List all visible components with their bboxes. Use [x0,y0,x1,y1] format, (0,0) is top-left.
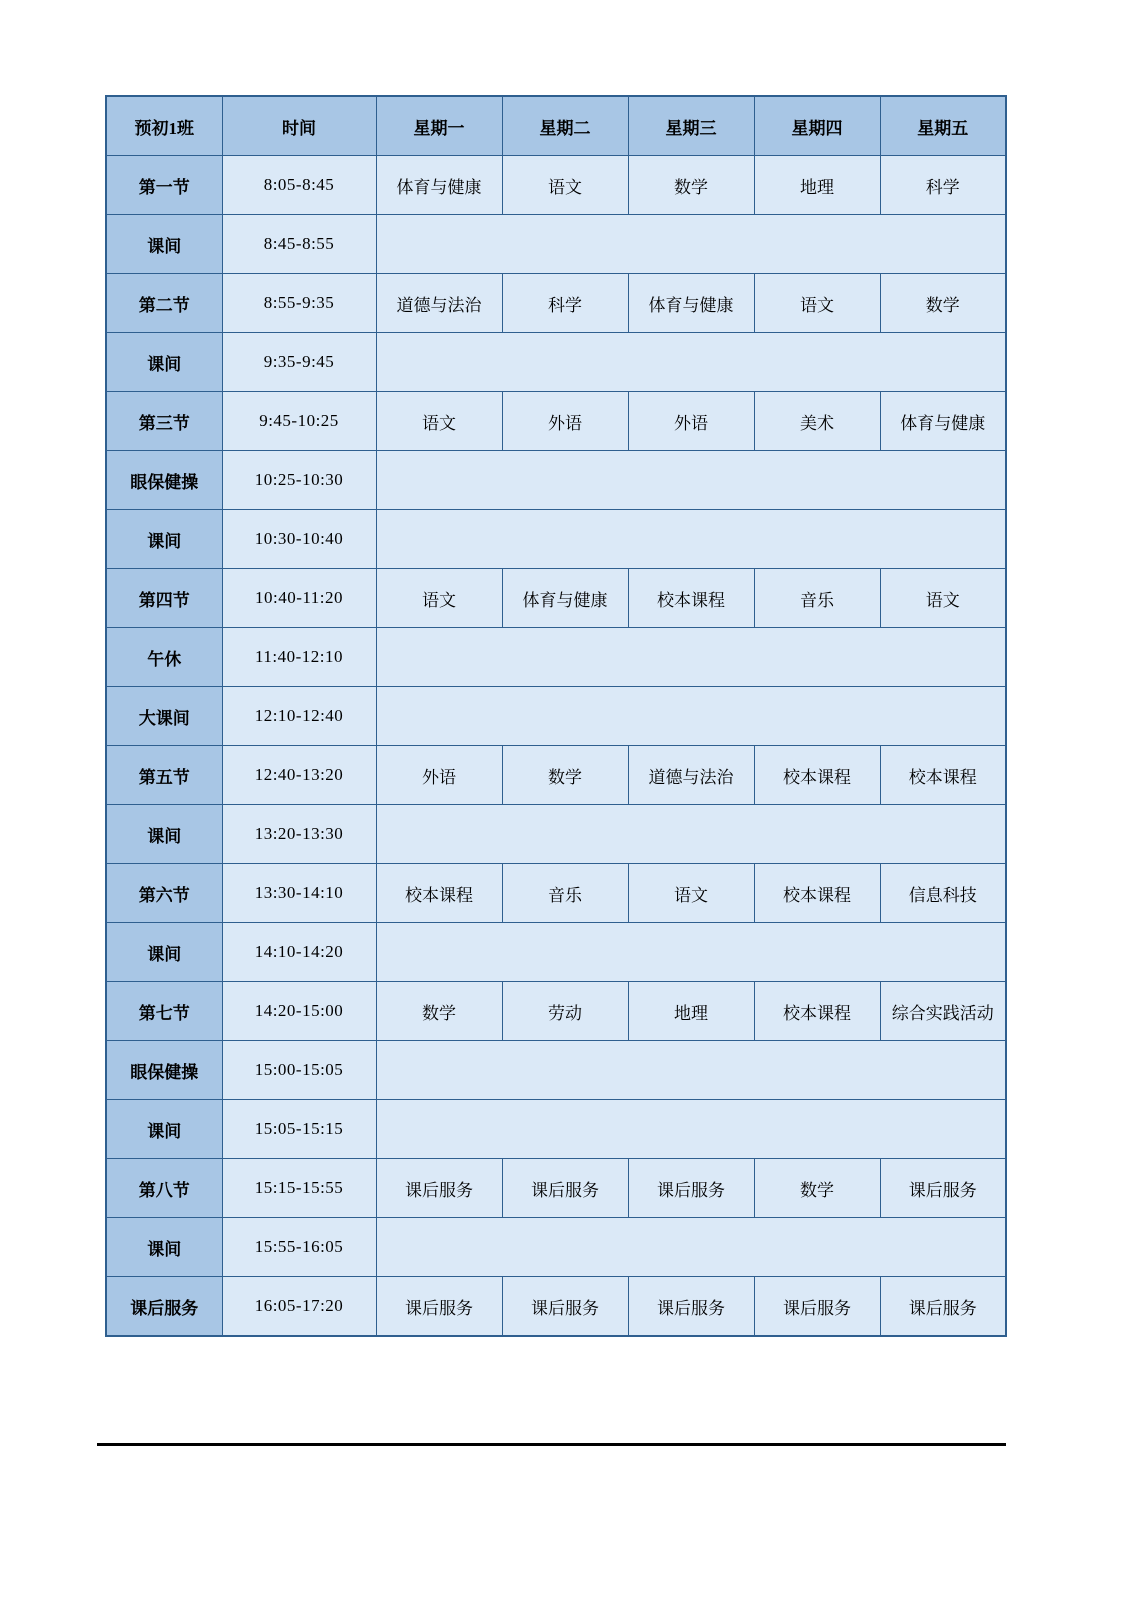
period-label-cell: 课间 [106,333,222,392]
table-row [106,215,1006,274]
subject-cell: 语文 [628,864,754,923]
period-label-cell: 第五节 [106,746,222,805]
period-time-cell: 12:40-13:20 [222,746,376,805]
period-time-cell: 8:55-9:35 [222,274,376,333]
table-row [106,982,1006,1041]
table-row [106,451,1006,510]
table-row [106,1100,1006,1159]
subject-cell: 语文 [376,569,502,628]
table-header-cell: 时间 [222,96,376,156]
table-header-cell: 预初1班 [106,96,222,156]
period-label-cell: 课间 [106,215,222,274]
subject-cell: 科学 [502,274,628,333]
subject-cell: 课后服务 [376,1159,502,1218]
table-row [106,1218,1006,1277]
period-label-cell: 第三节 [106,392,222,451]
schedule-table-container [105,95,1005,1337]
period-time-cell: 15:15-15:55 [222,1159,376,1218]
table-row [106,333,1006,392]
table-row [106,1159,1006,1218]
empty-span-cell [376,1100,1006,1159]
subject-cell: 音乐 [502,864,628,923]
empty-span-cell [376,687,1006,746]
table-row [106,864,1006,923]
subject-cell: 地理 [628,982,754,1041]
subject-cell: 数学 [628,156,754,215]
table-row [106,392,1006,451]
table-row [106,1277,1006,1337]
period-time-cell: 14:20-15:00 [222,982,376,1041]
period-time-cell: 10:30-10:40 [222,510,376,569]
subject-cell: 数学 [880,274,1006,333]
subject-cell: 课后服务 [880,1159,1006,1218]
table-header-cell: 星期一 [376,96,502,156]
period-label-cell: 第四节 [106,569,222,628]
period-label-cell: 课间 [106,1218,222,1277]
subject-cell: 语文 [880,569,1006,628]
subject-cell: 课后服务 [502,1277,628,1337]
subject-cell: 语文 [376,392,502,451]
period-label-cell: 课间 [106,923,222,982]
table-header-cell: 星期三 [628,96,754,156]
table-header-row [106,96,1006,156]
period-time-cell: 15:00-15:05 [222,1041,376,1100]
subject-cell: 校本课程 [376,864,502,923]
subject-cell: 课后服务 [754,1277,880,1337]
subject-cell: 数学 [502,746,628,805]
subject-cell: 语文 [754,274,880,333]
period-label-cell: 第八节 [106,1159,222,1218]
table-header-cell: 星期四 [754,96,880,156]
period-label-cell: 眼保健操 [106,451,222,510]
subject-cell: 综合实践活动 [880,982,1006,1041]
empty-span-cell [376,805,1006,864]
period-time-cell: 8:05-8:45 [222,156,376,215]
subject-cell: 劳动 [502,982,628,1041]
subject-cell: 体育与健康 [502,569,628,628]
period-time-cell: 14:10-14:20 [222,923,376,982]
period-time-cell: 9:35-9:45 [222,333,376,392]
subject-cell: 课后服务 [628,1159,754,1218]
period-label-cell: 课间 [106,1100,222,1159]
empty-span-cell [376,1218,1006,1277]
subject-cell: 校本课程 [754,746,880,805]
table-row [106,687,1006,746]
period-time-cell: 13:20-13:30 [222,805,376,864]
period-label-cell: 第二节 [106,274,222,333]
period-label-cell: 大课间 [106,687,222,746]
empty-span-cell [376,628,1006,687]
subject-cell: 地理 [754,156,880,215]
empty-span-cell [376,1041,1006,1100]
subject-cell: 信息科技 [880,864,1006,923]
period-time-cell: 15:55-16:05 [222,1218,376,1277]
table-header-cell: 星期二 [502,96,628,156]
footer-horizontal-rule [97,1443,1006,1446]
subject-cell: 道德与法治 [376,274,502,333]
subject-cell: 校本课程 [754,982,880,1041]
subject-cell: 道德与法治 [628,746,754,805]
period-time-cell: 13:30-14:10 [222,864,376,923]
period-time-cell: 12:10-12:40 [222,687,376,746]
subject-cell: 课后服务 [880,1277,1006,1337]
period-time-cell: 15:05-15:15 [222,1100,376,1159]
subject-cell: 外语 [502,392,628,451]
table-row [106,746,1006,805]
table-row [106,923,1006,982]
period-label-cell: 第六节 [106,864,222,923]
empty-span-cell [376,510,1006,569]
empty-span-cell [376,923,1006,982]
table-row [106,628,1006,687]
period-label-cell: 第七节 [106,982,222,1041]
table-row [106,805,1006,864]
period-label-cell: 午休 [106,628,222,687]
subject-cell: 校本课程 [628,569,754,628]
table-row [106,274,1006,333]
empty-span-cell [376,451,1006,510]
period-label-cell: 课间 [106,510,222,569]
table-row [106,510,1006,569]
period-time-cell: 16:05-17:20 [222,1277,376,1337]
subject-cell: 音乐 [754,569,880,628]
table-row [106,569,1006,628]
period-label-cell: 课后服务 [106,1277,222,1337]
subject-cell: 课后服务 [502,1159,628,1218]
table-row [106,156,1006,215]
subject-cell: 外语 [376,746,502,805]
period-time-cell: 8:45-8:55 [222,215,376,274]
period-time-cell: 9:45-10:25 [222,392,376,451]
subject-cell: 语文 [502,156,628,215]
empty-span-cell [376,215,1006,274]
subject-cell: 课后服务 [376,1277,502,1337]
subject-cell: 校本课程 [754,864,880,923]
subject-cell: 数学 [754,1159,880,1218]
period-label-cell: 课间 [106,805,222,864]
table-header-cell: 星期五 [880,96,1006,156]
subject-cell: 体育与健康 [628,274,754,333]
empty-span-cell [376,333,1006,392]
subject-cell: 体育与健康 [880,392,1006,451]
schedule-body [106,96,1006,1336]
subject-cell: 外语 [628,392,754,451]
period-label-cell: 第一节 [106,156,222,215]
subject-cell: 科学 [880,156,1006,215]
period-label-cell: 眼保健操 [106,1041,222,1100]
class-schedule-table [105,95,1007,1337]
subject-cell: 数学 [376,982,502,1041]
period-time-cell: 11:40-12:10 [222,628,376,687]
table-row [106,1041,1006,1100]
period-time-cell: 10:40-11:20 [222,569,376,628]
period-time-cell: 10:25-10:30 [222,451,376,510]
subject-cell: 校本课程 [880,746,1006,805]
subject-cell: 美术 [754,392,880,451]
subject-cell: 课后服务 [628,1277,754,1337]
subject-cell: 体育与健康 [376,156,502,215]
